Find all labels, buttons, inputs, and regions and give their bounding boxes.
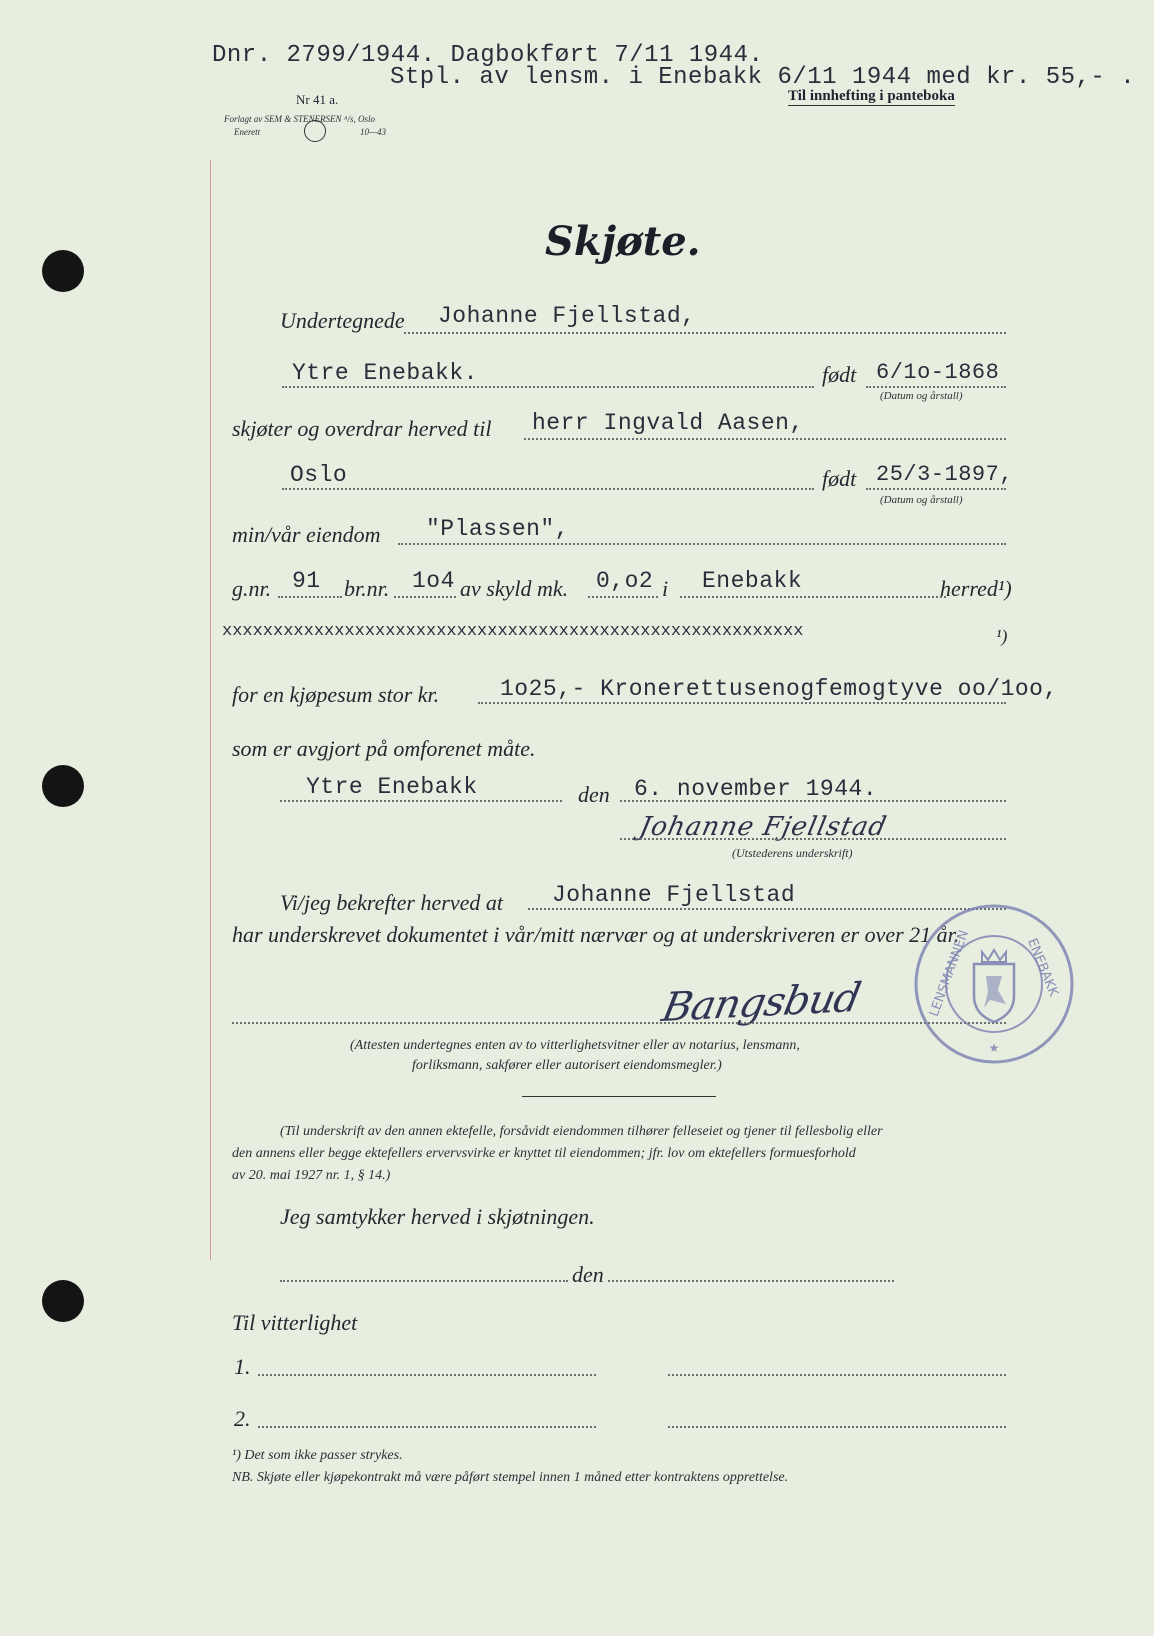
- publisher-line-2: Enerett: [234, 127, 261, 137]
- witness-1-number: 1.: [234, 1354, 251, 1379]
- official-signature: Bangsbud: [658, 974, 864, 1032]
- witness-label: Til vitterlighet: [232, 1310, 358, 1335]
- label-buyer-born: født: [822, 466, 857, 491]
- punch-hole-bottom: [42, 1280, 84, 1322]
- margin-line: [210, 160, 211, 1260]
- label-undersigned: Undertegnede: [280, 308, 405, 333]
- property-name: "Plassen",: [426, 516, 570, 542]
- line-spouse-date: [608, 1280, 894, 1282]
- buyer-born-hint: (Datum og årstall): [880, 494, 963, 506]
- label-agreed: som er avgjort på omforenet måte.: [232, 736, 536, 761]
- herred-value: Enebakk: [702, 568, 803, 594]
- spouse-consent: Jeg samtykker herved i skjøtningen.: [280, 1204, 595, 1229]
- header-line-1: Dnr. 2799/1944. Dagbokført 7/11 1944.: [212, 42, 764, 69]
- line-undersigned: [404, 332, 1006, 334]
- line-property: [398, 543, 1006, 545]
- buyer-place: Oslo: [290, 462, 348, 488]
- label-i: i: [662, 576, 669, 601]
- seller-born-hint: (Datum og årstall): [880, 390, 963, 402]
- line-witness-1-left: [258, 1374, 596, 1376]
- line-attest-signature: [232, 1022, 1006, 1024]
- footnote-1: ¹) Det som ikke passer strykes.: [232, 1448, 403, 1463]
- signing-place: Ytre Enebakk: [306, 774, 478, 800]
- skyld-value: 0,o2: [596, 568, 654, 594]
- line-buyer-born: [866, 488, 1006, 490]
- attest-note-line-1: (Attesten undertegnes enten av to vitterlighetsvitner eller av notarius, lensmann,: [350, 1038, 800, 1053]
- publisher-line-1: Forlagt av SEM & STENERSEN ᴬ/s, Oslo: [224, 114, 375, 124]
- spouse-note-line-2: den annens eller begge ektefellers ervervsvirke er knyttet til eiendommen; jfr. lov om ektefellers formuesforhold: [232, 1146, 856, 1161]
- label-herred: herred¹): [940, 576, 1012, 601]
- line-witness-2-right: [668, 1426, 1006, 1428]
- form-number: Nr 41 a.: [296, 92, 339, 107]
- spouse-note-line-3: av 20. mai 1927 nr. 1, § 14.): [232, 1168, 391, 1183]
- label-signed: har underskrevet dokumentet i vår/mitt nærvær og at underskriveren er over 21 år.: [232, 922, 960, 947]
- line-price: [478, 702, 1006, 704]
- label-transfer: skjøter og overdrar herved til: [232, 416, 492, 441]
- seller-place: Ytre Enebakk.: [292, 360, 478, 386]
- struck-line-footnote: ¹): [996, 626, 1008, 646]
- spouse-label-den: den: [572, 1262, 604, 1287]
- label-skyld: av skyld mk.: [460, 576, 569, 601]
- label-den: den: [578, 782, 610, 807]
- label-price: for en kjøpesum stor kr.: [232, 682, 440, 707]
- buyer-born: 25/3-1897,: [876, 462, 1014, 487]
- punch-hole-top: [42, 250, 84, 292]
- line-buyer-place: [282, 488, 814, 490]
- label-seller-born: født: [822, 362, 857, 387]
- label-property: min/vår eiendom: [232, 522, 381, 547]
- stamp-text-left: LENSMANNEN: [926, 928, 973, 1019]
- line-gnr: [278, 596, 342, 598]
- seller-born: 6/1o-1868: [876, 360, 1000, 385]
- stamp-text-right: ENEBAKK: [1024, 936, 1061, 999]
- attest-note-line-2: forliksmann, sakfører eller autorisert eiendomsmegler.): [412, 1058, 722, 1073]
- signing-date: 6. november 1944.: [634, 776, 878, 802]
- punch-hole-middle: [42, 765, 84, 807]
- struck-line: xxxxxxxxxxxxxxxxxxxxxxxxxxxxxxxxxxxxxxxxxxxxxxxxxxxxxxxxx: [222, 622, 804, 641]
- publisher-line-3: 10—43: [360, 127, 387, 137]
- spouse-note-line-1: (Til underskrift av den annen ektefelle, forsåvidt eiendommen tilhører felleseiet og tjener til fellesbolig eller: [280, 1124, 883, 1139]
- price-value: 1o25,- Kronerettusenogfemogtyve oo/1oo,: [500, 676, 1058, 702]
- registration-note: Til innhefting i panteboka: [788, 88, 955, 104]
- issuer-signature-hint: (Utstederens underskrift): [732, 846, 853, 860]
- seller-name: Johanne Fjellstad,: [438, 303, 696, 329]
- line-signing-date: [620, 800, 1006, 802]
- line-brnr: [394, 596, 456, 598]
- witness-2-number: 2.: [234, 1406, 251, 1431]
- attest-divider: [522, 1096, 716, 1097]
- footnote-nb: NB. Skjøte eller kjøpekontrakt må være påført stempel innen 1 måned etter kontraktens opprettelse.: [232, 1470, 789, 1485]
- line-buyer-name: [524, 438, 1006, 440]
- brnr-value: 1o4: [412, 568, 455, 594]
- official-stamp: [910, 900, 1078, 1068]
- line-issuer-signature: [620, 838, 1006, 840]
- line-witness-1-right: [668, 1374, 1006, 1376]
- label-gnr: g.nr.: [232, 576, 272, 601]
- label-confirm: Vi/jeg bekrefter herved at: [280, 890, 503, 915]
- line-spouse-place: [280, 1280, 568, 1282]
- line-seller-place: [282, 386, 814, 388]
- confirmed-name: Johanne Fjellstad: [552, 882, 796, 908]
- gnr-value: 91: [292, 568, 321, 594]
- line-seller-born: [866, 386, 1006, 388]
- header-line-2: Stpl. av lensm. i Enebakk 6/11 1944 med kr. 55,- .: [390, 64, 1136, 91]
- document-title: Skjøte.: [545, 218, 701, 265]
- line-skyld: [588, 596, 658, 598]
- line-signing-place: [280, 800, 562, 802]
- issuer-signature: Johanne Fjellstad: [636, 812, 890, 842]
- svg-text:★: ★: [988, 1041, 1000, 1055]
- publisher-logo: [304, 120, 326, 142]
- buyer-name: herr Ingvald Aasen,: [532, 410, 804, 436]
- label-brnr: br.nr.: [344, 576, 390, 601]
- line-witness-2-left: [258, 1426, 596, 1428]
- line-herred: [680, 596, 946, 598]
